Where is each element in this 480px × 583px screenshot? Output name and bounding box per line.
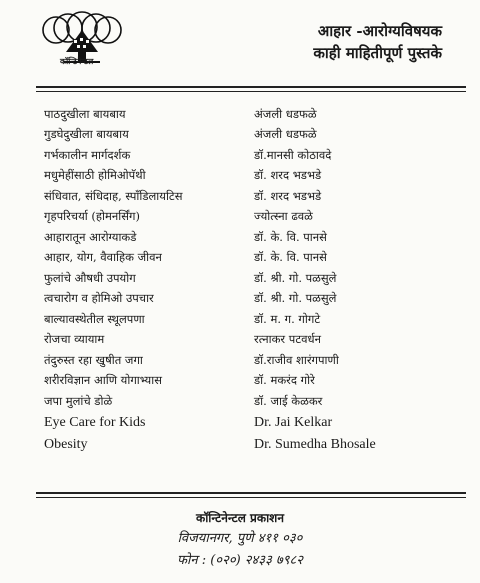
- book-author: अंजली धडफळे: [254, 106, 317, 121]
- book-row: [44, 227, 454, 248]
- publisher-footer: [0, 508, 480, 572]
- publisher-address: विजयानगर, पुणे ४११ ०३०: [177, 531, 303, 546]
- book-title: फुलांचे औषधी उपयोग: [44, 270, 136, 285]
- book-author: ज्योत्स्ना ढवळे: [254, 209, 313, 224]
- logo-text: कॉन्टिनेन्टल: [60, 56, 94, 66]
- top-rule: [36, 86, 466, 88]
- book-row: [44, 125, 454, 146]
- book-title: रोजचा व्यायाम: [44, 332, 105, 347]
- publisher-phone: फोन : (०२०) २४३३ ७९८२: [176, 553, 304, 568]
- book-row: [44, 145, 454, 166]
- book-title: गुडघेदुखीला बायबाय: [44, 127, 129, 142]
- book-row: [44, 248, 454, 269]
- book-row: [44, 166, 454, 187]
- book-author: डॉ.मानसी कोठावदे: [254, 147, 332, 162]
- top-rule-thin: [36, 91, 466, 92]
- book-title: त्वचारोग व होमिओ उपचार: [44, 291, 154, 306]
- book-row: [44, 186, 454, 207]
- book-list: [44, 104, 454, 456]
- book-title: गृहपरिचर्या (होमनर्सिंग): [44, 209, 140, 224]
- book-title: पाठदुखीला बायबाय: [44, 106, 126, 121]
- book-author: अंजली धडफळे: [254, 127, 317, 142]
- book-author: डॉ. मकरंद गोरे: [254, 373, 315, 388]
- book-title: गर्भकालीन मार्गदर्शक: [44, 147, 131, 162]
- book-author: Dr. Sumedha Bhosale: [254, 436, 376, 452]
- book-row: [44, 207, 454, 228]
- book-title: संधिवात, संधिदाह, स्पॉंडिलायटिस: [44, 188, 183, 203]
- title-line-1: आहार -आरोग्यविषयक: [317, 22, 442, 40]
- book-row: [44, 104, 454, 125]
- book-title: आहार, योग, वैवाहिक जीवन: [44, 250, 162, 265]
- book-author: डॉ. के. वि. पानसे: [254, 229, 327, 244]
- book-author: डॉ.राजीव शारंगपाणी: [254, 352, 339, 367]
- book-row: [44, 350, 454, 371]
- book-author: डॉ. के. वि. पानसे: [254, 250, 327, 265]
- book-author: डॉ. म. ग. गोगटे: [254, 311, 321, 326]
- book-row: [44, 330, 454, 351]
- book-author: रत्नाकर पटवर्धन: [254, 332, 321, 347]
- book-title: बाल्यावस्थेतील स्थूलपणा: [44, 311, 145, 326]
- book-row: [44, 371, 454, 392]
- book-row: [44, 412, 454, 434]
- book-title: मधुमेहींसाठी होमिओपॅथी: [44, 168, 146, 183]
- book-author: डॉ. श्री. गो. पळसुले: [254, 291, 337, 306]
- page-title: [313, 20, 442, 64]
- book-author: Dr. Jai Kelkar: [254, 414, 333, 430]
- book-title: Obesity: [44, 436, 88, 452]
- book-row: [44, 289, 454, 310]
- book-title: आहारातून आरोग्याकडे: [44, 229, 137, 244]
- title-line-2: काही माहितीपूर्ण पुस्तके: [313, 44, 442, 62]
- book-row: [44, 434, 454, 456]
- book-title: तंदुरुस्त रहा खुषीत जगा: [44, 352, 143, 367]
- book-author: डॉ. शरद भडभडे: [254, 168, 322, 183]
- bottom-rule: [36, 492, 466, 494]
- book-author: डॉ. शरद भडभडे: [254, 188, 322, 203]
- book-title: जपा मुलांचे डोळे: [44, 393, 113, 408]
- book-title: Eye Care for Kids: [44, 414, 146, 430]
- book-author: डॉ. जाई केळकर: [254, 393, 323, 408]
- book-row: [44, 309, 454, 330]
- book-row: [44, 268, 454, 289]
- book-title: शरीरविज्ञान आणि योगाभ्यास: [44, 373, 162, 388]
- bottom-rule-thin: [36, 497, 466, 498]
- publisher-name: कॉन्टिनेन्टल प्रकाशन: [195, 511, 284, 525]
- book-row: [44, 391, 454, 412]
- book-author: डॉ. श्री. गो. पळसुले: [254, 270, 337, 285]
